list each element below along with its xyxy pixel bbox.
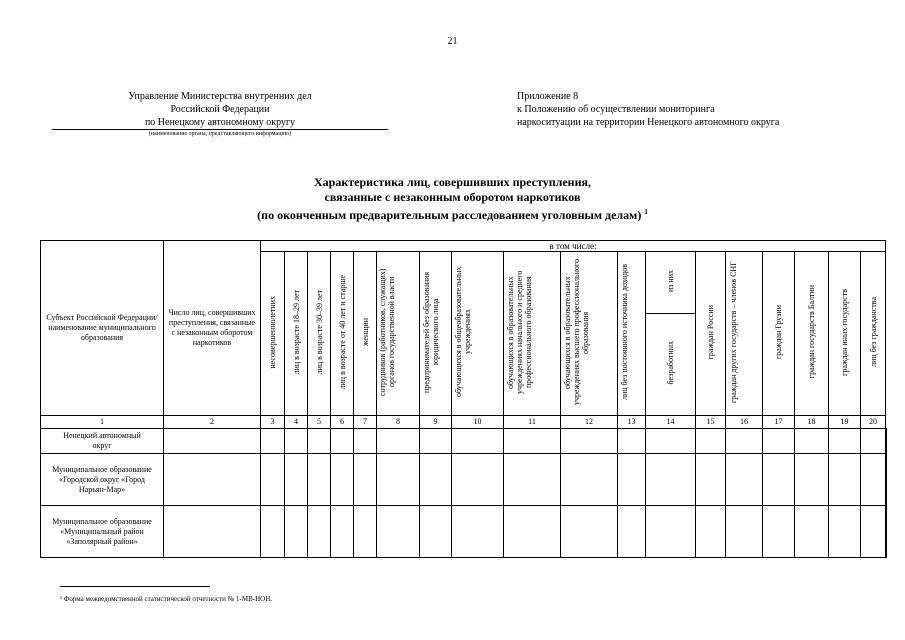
header-col-17: граждан Грузии (763, 252, 795, 416)
header-col-6: лиц в возрасте от 40 лет и старше (331, 252, 354, 416)
colnum-12: 12 (561, 416, 618, 429)
organization-note: (наименование органа, представляющего информацию) (148, 131, 292, 137)
header-col-11: обучающихся в образовательных учреждениях начального и среднего профессионального образования (504, 252, 561, 416)
header-total: Число лиц, совершивших преступления, связанные с незаконным оборотом наркотиков (164, 241, 261, 416)
header-of-them: из них (646, 252, 696, 314)
header-col-14: безработных (646, 314, 696, 416)
table-row (41, 506, 887, 558)
title-line-2: связанные с незаконным оборотом наркотиков (324, 190, 581, 204)
header-col-16: граждан других государств – членов СНГ (726, 252, 763, 416)
header-col-15: граждан России (696, 252, 726, 416)
appendix-line-2: к Положению об осуществлении мониторинга (517, 104, 715, 115)
header-col-20: лиц без гражданства (861, 252, 886, 416)
colnum-18: 18 (795, 416, 829, 429)
header-subject: Субъект Российской Федерации/ наименование муниципального образования (41, 241, 164, 416)
colnum-19: 19 (829, 416, 861, 429)
title-line-3-text: (по оконченным предварительным расследованием уголовным делам) (257, 208, 642, 222)
colnum-4: 4 (285, 416, 308, 429)
header-col-7: женщин (354, 252, 377, 416)
statistics-table (40, 240, 887, 558)
header-col-12: обучающихся в образовательных учреждениях высшего профессионального образования (561, 252, 618, 416)
title-line-1: Характеристика лиц, совершивших преступления, (314, 175, 591, 189)
header-col-3: несовершеннолетних (261, 252, 285, 416)
document-title (0, 175, 905, 223)
table-row (41, 454, 887, 506)
appendix-block (517, 90, 779, 129)
title-line-3 (0, 205, 905, 223)
row-label-naryan-mar: Муниципальное образование «Городской округ «Город Нарьян-Мар» (41, 454, 164, 506)
organization-line-3: по Ненецкому автономному округу (52, 116, 388, 130)
colnum-15: 15 (696, 416, 726, 429)
colnum-14: 14 (646, 416, 696, 429)
header-col-8: сотрудников (работников, служащих) органов государственной власти (377, 252, 420, 416)
header-col-13: лиц без постоянного источника доходов (618, 252, 646, 416)
header-col-9: предпринимателей без образования юридического лица (420, 252, 452, 416)
colnum-7: 7 (354, 416, 377, 429)
column-numbers-row (41, 416, 887, 429)
footnote-separator (60, 586, 210, 587)
footnote: ¹ Форма межведомственной статистической отчетности № 1-МВ-НОН. (60, 595, 273, 603)
organization-line-1: Управление Министерства внутренних дел (128, 91, 312, 102)
appendix-line-3: наркоситуации на территории Ненецкого автономного округа (517, 117, 780, 128)
row-label-zapolyarny: Муниципальное образование «Муниципальный район «Заполярный район» (41, 506, 164, 558)
colnum-1: 1 (41, 416, 164, 429)
header-col-18: граждан государств Балтии (795, 252, 829, 416)
title-footnote-mark: 1 (644, 208, 648, 216)
colnum-17: 17 (763, 416, 795, 429)
appendix-line-1: Приложение 8 (517, 91, 579, 102)
header-col-10: обучающихся в общеобразовательных учреждениях (452, 252, 504, 416)
colnum-5: 5 (308, 416, 331, 429)
colnum-13: 13 (618, 416, 646, 429)
colnum-11: 11 (504, 416, 561, 429)
colnum-6: 6 (331, 416, 354, 429)
colnum-3: 3 (261, 416, 285, 429)
colnum-10: 10 (452, 416, 504, 429)
colnum-9: 9 (420, 416, 452, 429)
organization-line-2: Российской Федерации (170, 104, 270, 115)
colnum-2: 2 (164, 416, 261, 429)
colnum-8: 8 (377, 416, 420, 429)
row-label-nao: Ненецкий автономный округ (41, 429, 164, 454)
header-including: в том числе: (261, 241, 886, 252)
header-col-19: граждан иных государств (829, 252, 861, 416)
header-col-4: лиц в возрасте 18–29 лет (285, 252, 308, 416)
organization-block (60, 90, 380, 138)
colnum-20: 20 (861, 416, 886, 429)
page-number: 21 (447, 36, 458, 47)
table-row (41, 429, 887, 454)
header-col-5: лиц в возрасте 30–39 лет (308, 252, 331, 416)
colnum-16: 16 (726, 416, 763, 429)
